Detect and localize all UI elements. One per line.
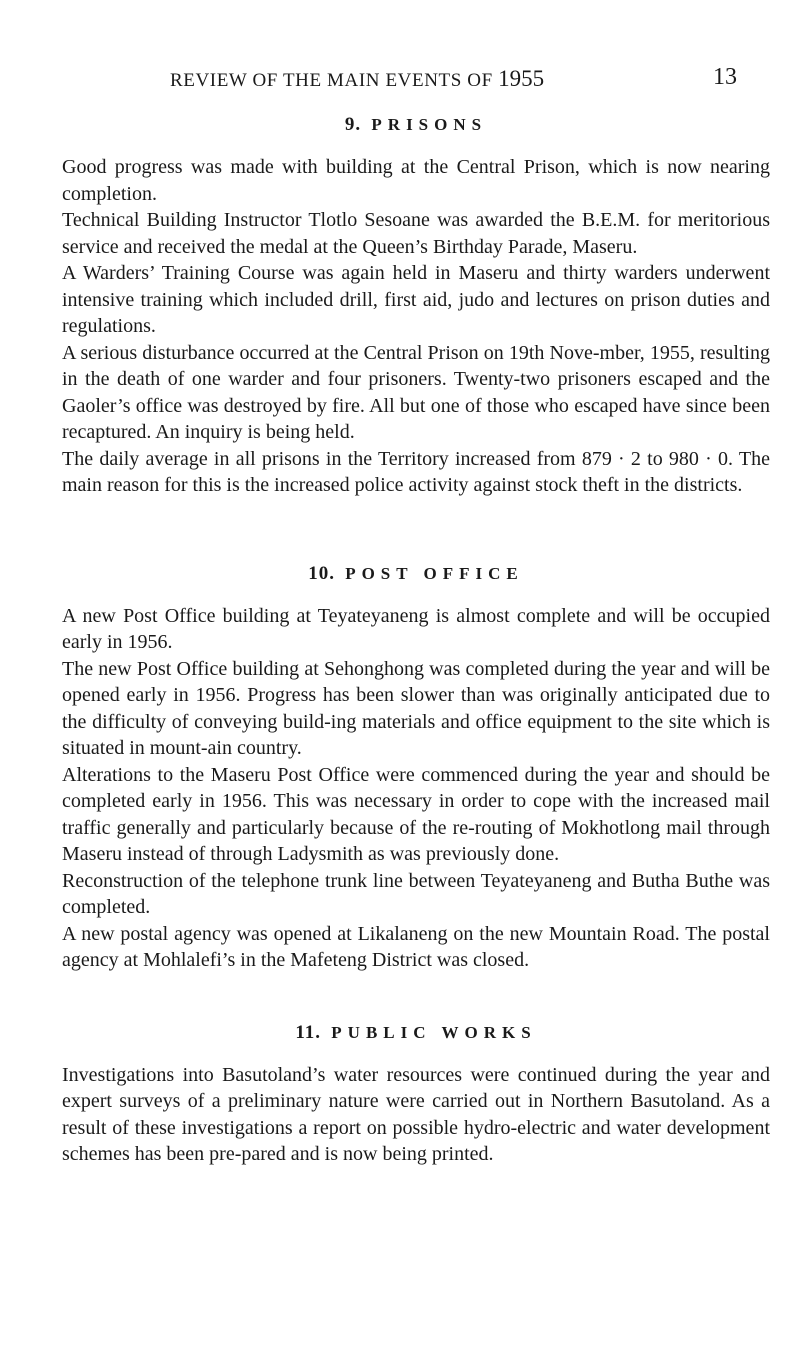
- running-header: [170, 66, 770, 96]
- section-title: POST OFFICE: [345, 563, 524, 583]
- paragraph: A new postal agency was opened at Likalaneng on the new Mountain Road. The postal agency at Mohlalefi’s in the Mafeteng District was closed.: [62, 922, 770, 971]
- paragraph: Good progress was made with building at the Central Prison, which is now nearing completion.: [62, 156, 770, 205]
- section-post-office: [62, 559, 770, 974]
- paragraph: The new Post Office building at Sehonghong was completed during the year and will be opened early in 1956. Progress has been slower than was originally anticipated due to the difficulty of conveying build-ing materials and office equipment to the site which is situated in mount-ain country.: [62, 657, 770, 759]
- paragraph: Technical Building Instructor Tlotlo Sesoane was awarded the B.E.M. for meritorious service and received the medal at the Queen’s Birthday Parade, Maseru.: [62, 209, 770, 258]
- paragraph: Investigations into Basutoland’s water resources were continued during the year and expert surveys of a preliminary nature were carried out in Northern Basutoland. As a result of these investigations a report on possible hydro-electric and water development schemes has been pre-pared and is now being printed.: [62, 1063, 770, 1165]
- paragraph: A serious disturbance occurred at the Central Prison on 19th Nove-mber, 1955, resulting in the death of one warder and four prisoners. Twenty-two prisoners escaped and the Gaoler’s office was destroyed by fire. All but one of those who escaped have since been recaptured. An inquiry is being held.: [62, 341, 770, 443]
- section-heading-public-works: [62, 1018, 770, 1048]
- section-heading-prisons: [62, 110, 770, 140]
- section-heading-post-office: [62, 559, 770, 589]
- running-title-text: REVIEW OF THE MAIN EVENTS OF: [170, 70, 493, 91]
- running-title: [170, 66, 544, 92]
- paragraph: The daily average in all prisons in the Territory increased from 879 · 2 to 980 · 0. The main reason for this is the increased police activity against stock theft in the districts.: [62, 447, 770, 496]
- paragraph: Alterations to the Maseru Post Office were commenced during the year and should be completed early in 1956. This was necessary in order to cope with the increased mail traffic generally and particularly because of the re-routing of Mokhotlong mail through Maseru instead of through Ladysmith as was previously done.: [62, 763, 770, 865]
- paragraph: A new Post Office building at Teyateyaneng is almost complete and will be occupied early in 1956.: [62, 604, 770, 653]
- section-title: PUBLIC WORKS: [331, 1022, 537, 1042]
- section-number: 9.: [344, 114, 362, 135]
- running-title-year: 1955: [498, 66, 545, 91]
- section-number: 11.: [295, 1021, 322, 1043]
- section-public-works: [62, 1018, 770, 1168]
- paragraph: A Warders’ Training Course was again held in Maseru and thirty warders underwent intensive training which included drill, first aid, judo and lectures on prison duties and regulations.: [62, 262, 770, 337]
- section-title: PRISONS: [371, 115, 488, 134]
- page-number: 13: [713, 64, 737, 90]
- paragraph: Reconstruction of the telephone trunk line between Teyateyaneng and Butha Buthe was completed.: [62, 869, 770, 918]
- page-content: [62, 110, 770, 1168]
- section-prisons: [62, 110, 770, 499]
- section-number: 10.: [308, 562, 335, 584]
